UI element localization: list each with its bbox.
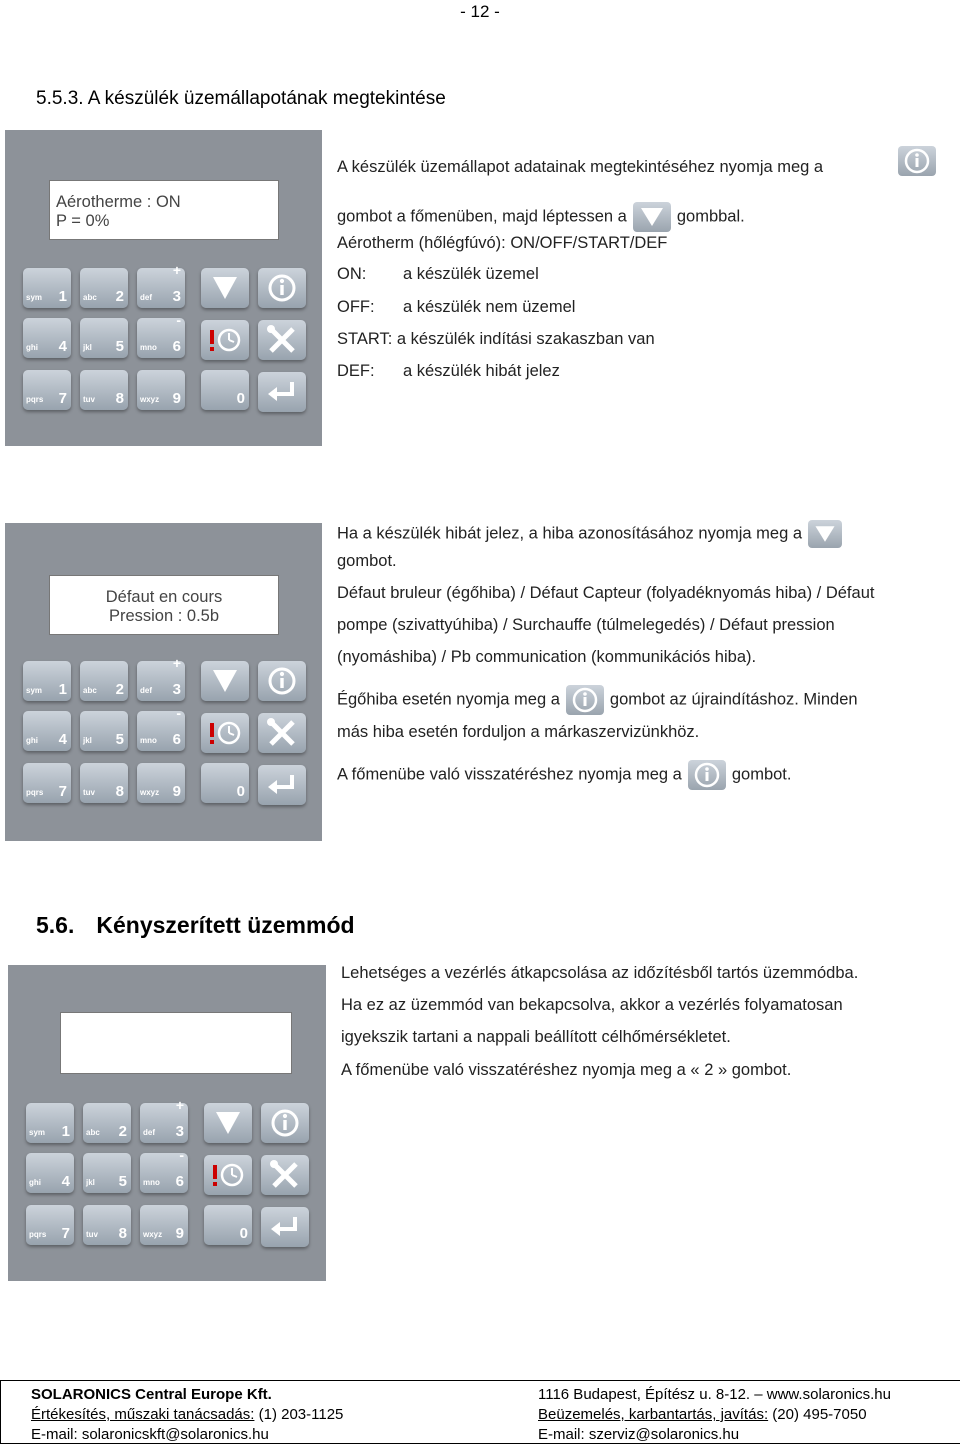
info-icon <box>264 272 300 304</box>
text-line: gombot a főmenüben, majd léptessen a gombbal. <box>337 202 745 232</box>
lcd-line-1: Défaut en cours <box>105 588 223 606</box>
text-line: Ha a készülék hibát jelez, a hiba azonosításához nyomja meg a <box>337 520 848 548</box>
def-row: DEF: a készülék hibát jelez <box>337 362 560 380</box>
text-line: (nyomáshiba) / Pb communication (kommunikációs hiba). <box>337 648 757 666</box>
text-line: Ha ez az üzemmód van bekapcsolva, akkor a vezérlés folyamatosan <box>341 996 843 1014</box>
text-line: igyekszik tartani a nappali beállított célhőmérsékletet. <box>341 1028 731 1046</box>
keypad-key-1[interactable]: sym 1 <box>23 268 71 308</box>
enter-icon <box>264 769 300 801</box>
settings-tools-button[interactable] <box>261 1155 309 1195</box>
email-right: E-mail: szerviz@solaronics.hu <box>538 1426 740 1443</box>
keypad-key-8[interactable]: tuv 8 <box>80 763 128 803</box>
tools-icon <box>267 1159 303 1191</box>
down-arrow-button[interactable] <box>204 1103 252 1143</box>
down-arrow-button[interactable] <box>201 661 249 701</box>
keypad-key-6[interactable]: mno 6 - <box>140 1153 188 1193</box>
enter-icon <box>267 1211 303 1243</box>
keypad-key-3[interactable]: def 3 + <box>137 268 185 308</box>
info-button[interactable] <box>258 268 306 308</box>
alarm-clock-button[interactable] <box>201 320 249 360</box>
section-title-553: 5.5.3. A készülék üzemállapotának megtekintése <box>36 88 446 109</box>
down-arrow-icon <box>207 665 243 697</box>
keypad-key-5[interactable]: jkl 5 <box>80 318 128 358</box>
keypad-key-2[interactable]: abc 2 <box>83 1103 131 1143</box>
keypad-key-0[interactable]: 0 <box>201 370 249 410</box>
down-arrow-icon <box>808 520 842 548</box>
def-row: ON: a készülék üzemel <box>337 265 539 283</box>
footer <box>0 1380 960 1444</box>
enter-button[interactable] <box>258 372 306 412</box>
keypad-key-9[interactable]: wxyz 9 <box>140 1205 188 1245</box>
lcd-display <box>60 1012 292 1074</box>
info-button[interactable] <box>258 661 306 701</box>
info-button-icon-inline <box>892 146 942 176</box>
keypad-key-8[interactable]: tuv 8 <box>83 1205 131 1245</box>
settings-tools-button[interactable] <box>258 320 306 360</box>
enter-button[interactable] <box>258 765 306 805</box>
down-arrow-icon <box>210 1107 246 1139</box>
keypad-key-3[interactable]: def 3 + <box>140 1103 188 1143</box>
control-panel-1 <box>5 130 322 446</box>
keypad-key-7[interactable]: pqrs 7 <box>23 370 71 410</box>
control-panel-3 <box>8 965 326 1281</box>
keypad-key-2[interactable]: abc 2 <box>80 268 128 308</box>
address: 1116 Budapest, Építész u. 8-12. – www.solaronics.hu <box>538 1386 891 1403</box>
lcd-display <box>49 180 279 240</box>
enter-button[interactable] <box>261 1207 309 1247</box>
text-line: A főmenübe való visszatéréshez nyomja meg a « 2 » gombot. <box>341 1061 792 1079</box>
footer-right <box>538 1385 891 1445</box>
keypad-key-2[interactable]: abc 2 <box>80 661 128 701</box>
alarm-clock-button[interactable] <box>201 713 249 753</box>
sales-line: Értékesítés, műszaki tanácsadás: (1) 203-1125 <box>31 1406 344 1423</box>
text-line: Lehetséges a vezérlés átkapcsolása az időzítésből tartós üzemmódba. <box>341 964 859 982</box>
text-line: Défaut bruleur (égőhiba) / Défaut Capteur (folyadéknyomás hiba) / Défaut <box>337 584 875 602</box>
def-row: START: a készülék indítási szakaszban van <box>337 330 655 348</box>
alarm-icon <box>210 1159 246 1191</box>
keypad-key-4[interactable]: ghi 4 <box>23 711 71 751</box>
service-line: Beüzemelés, karbantartás, javítás: (20) 495-7050 <box>538 1406 867 1423</box>
section-title-56: 5.6. Kényszerített üzemmód <box>36 912 355 938</box>
keypad-key-9[interactable]: wxyz 9 <box>137 763 185 803</box>
enter-icon <box>264 376 300 408</box>
keypad-key-7[interactable]: pqrs 7 <box>23 763 71 803</box>
tools-icon <box>264 324 300 356</box>
def-row: OFF: a készülék nem üzemel <box>337 298 576 316</box>
text-line: Égőhiba esetén nyomja meg a gombot az újraindításhoz. Minden <box>337 685 858 715</box>
alarm-icon <box>207 324 243 356</box>
text-line: A főmenübe való visszatéréshez nyomja meg a gombot. <box>337 760 791 790</box>
info-icon <box>267 1107 303 1139</box>
down-arrow-icon <box>633 202 671 232</box>
info-icon <box>688 760 726 790</box>
keypad-key-1[interactable]: sym 1 <box>23 661 71 701</box>
keypad-key-7[interactable]: pqrs 7 <box>26 1205 74 1245</box>
keypad-key-4[interactable]: ghi 4 <box>23 318 71 358</box>
keypad-key-6[interactable]: mno 6 - <box>137 711 185 751</box>
lcd-line-2: P = 0% <box>56 212 110 230</box>
text-line: gombot. <box>337 552 397 570</box>
lcd-line-1: Aérotherme : ON <box>56 193 181 211</box>
keypad-key-3[interactable]: def 3 + <box>137 661 185 701</box>
lcd-display <box>49 575 279 635</box>
text-line: más hiba esetén forduljon a márkaszervizünkhöz. <box>337 723 700 741</box>
company-name: SOLARONICS Central Europe Kft. <box>31 1386 272 1403</box>
keypad-key-6[interactable]: mno 6 - <box>137 318 185 358</box>
footer-left <box>31 1385 343 1445</box>
info-icon <box>566 685 604 715</box>
alarm-icon <box>207 717 243 749</box>
keypad-key-4[interactable]: ghi 4 <box>26 1153 74 1193</box>
down-arrow-icon <box>207 272 243 304</box>
control-panel-2 <box>5 523 322 841</box>
keypad-key-0[interactable]: 0 <box>204 1205 252 1245</box>
alarm-clock-button[interactable] <box>204 1155 252 1195</box>
page-number: - 12 - <box>460 2 500 21</box>
text-line: A készülék üzemállapot adatainak megtekintéséhez nyomja meg a <box>337 158 824 176</box>
keypad-key-0[interactable]: 0 <box>201 763 249 803</box>
lcd-line-2: Pression : 0.5b <box>108 607 220 625</box>
keypad-key-1[interactable]: sym 1 <box>26 1103 74 1143</box>
tools-icon <box>264 717 300 749</box>
keypad-key-8[interactable]: tuv 8 <box>80 370 128 410</box>
text-line: pompe (szivattyúhiba) / Surchauffe (túlmelegedés) / Défaut pression <box>337 616 835 634</box>
down-arrow-button[interactable] <box>201 268 249 308</box>
info-icon <box>264 665 300 697</box>
email-left: E-mail: solaronicskft@solaronics.hu <box>31 1426 269 1443</box>
text-line: Aérotherm (hőlégfúvó): ON/OFF/START/DEF <box>337 234 668 252</box>
info-button[interactable] <box>261 1103 309 1143</box>
keypad-key-5[interactable]: jkl 5 <box>83 1153 131 1193</box>
settings-tools-button[interactable] <box>258 713 306 753</box>
keypad-key-9[interactable]: wxyz 9 <box>137 370 185 410</box>
keypad-key-5[interactable]: jkl 5 <box>80 711 128 751</box>
